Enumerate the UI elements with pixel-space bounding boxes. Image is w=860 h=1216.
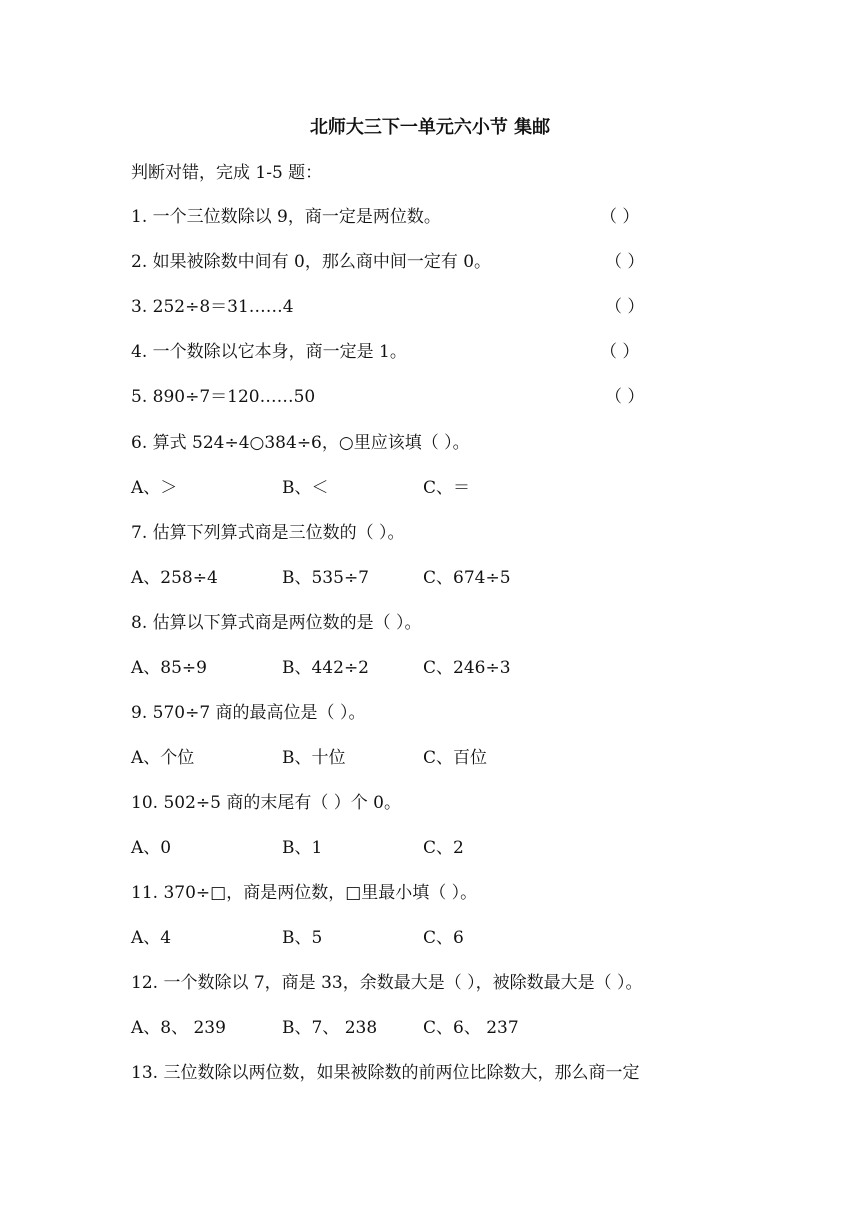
option-12-a[interactable]: A、8、 239 [131, 1018, 226, 1038]
choice-question-11: 11. 370÷□，商是两位数，□里最小填（ ）。 [131, 883, 478, 903]
option-7-b[interactable]: B、535÷7 [282, 568, 370, 588]
option-6-b[interactable]: B、＜ [282, 478, 329, 498]
page-title: 北师大三下一单元六小节 集邮 [309, 117, 551, 138]
answer-paren-4[interactable]: （ ） [600, 342, 640, 362]
answer-paren-3[interactable]: （ ） [605, 297, 645, 317]
choice-question-12: 12. 一个数除以 7，商是 33，余数最大是（ ），被除数最大是（ ）。 [131, 973, 643, 993]
choice-question-7: 7. 估算下列算式商是三位数的（ ）。 [131, 523, 405, 543]
option-12-c[interactable]: C、6、 237 [423, 1018, 519, 1038]
judge-question-1: 1. 一个三位数除以 9，商一定是两位数。 [131, 207, 441, 227]
judge-question-2: 2. 如果被除数中间有 0，那么商中间一定有 0。 [131, 252, 492, 272]
option-6-c[interactable]: C、＝ [423, 478, 471, 498]
instruction-text: 判断对错，完成 1-5 题： [131, 163, 323, 183]
option-8-c[interactable]: C、246÷3 [423, 658, 511, 678]
option-11-c[interactable]: C、6 [423, 928, 464, 948]
choice-question-13: 13. 三位数除以两位数，如果被除数的前两位比除数大，那么商一定 [131, 1063, 640, 1083]
judge-question-3: 3. 252÷8＝31……4 [131, 297, 294, 317]
option-11-a[interactable]: A、4 [131, 928, 172, 948]
option-8-b[interactable]: B、442÷2 [282, 658, 370, 678]
answer-paren-1[interactable]: （ ） [600, 207, 640, 227]
choice-question-8: 8. 估算以下算式商是两位数的是（ ）。 [131, 613, 422, 633]
choice-question-10: 10. 502÷5 商的末尾有（ ）个 0。 [131, 793, 401, 813]
option-10-b[interactable]: B、1 [282, 838, 323, 858]
option-9-b[interactable]: B、十位 [282, 748, 346, 768]
judge-question-5: 5. 890÷7＝120……50 [131, 387, 316, 407]
judge-question-4: 4. 一个数除以它本身，商一定是 1。 [131, 342, 407, 362]
option-9-a[interactable]: A、个位 [131, 748, 195, 768]
answer-paren-5[interactable]: （ ） [605, 387, 645, 407]
option-10-c[interactable]: C、2 [423, 838, 464, 858]
choice-question-9: 9. 570÷7 商的最高位是（ ）。 [131, 703, 366, 723]
option-11-b[interactable]: B、5 [282, 928, 323, 948]
option-6-a[interactable]: A、＞ [131, 478, 178, 498]
option-12-b[interactable]: B、7、 238 [282, 1018, 378, 1038]
option-7-c[interactable]: C、674÷5 [423, 568, 511, 588]
choice-question-6: 6. 算式 524÷4○384÷6，○里应该填（ ）。 [131, 433, 470, 453]
answer-paren-2[interactable]: （ ） [605, 252, 645, 272]
option-8-a[interactable]: A、85÷9 [131, 658, 207, 678]
option-9-c[interactable]: C、百位 [423, 748, 488, 768]
option-10-a[interactable]: A、0 [131, 838, 172, 858]
option-7-a[interactable]: A、258÷4 [131, 568, 218, 588]
